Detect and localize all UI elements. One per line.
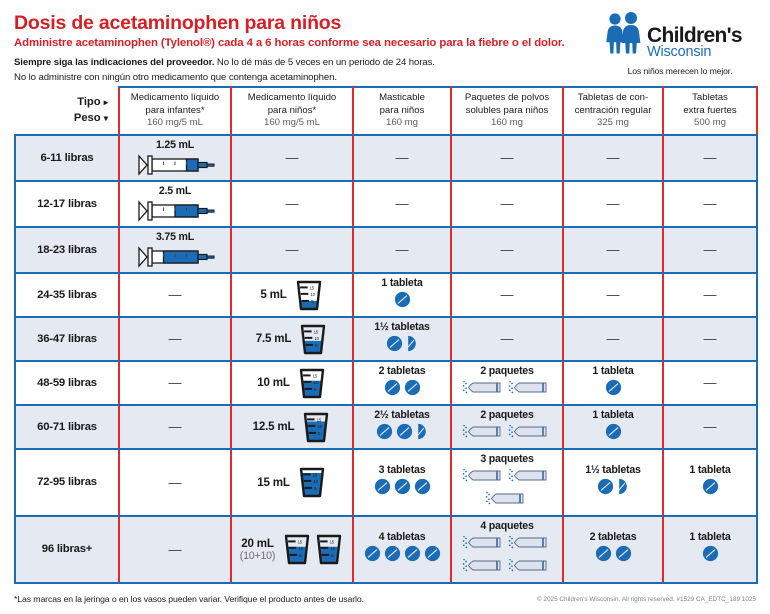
note-rest: No lo dé más de 5 veces en un periodo de 24 horas. — [214, 56, 435, 68]
dose-cell-powder — [451, 361, 563, 405]
tablet-icon — [394, 478, 411, 500]
tablet-icon — [702, 545, 719, 567]
dosing-note-interaction: No lo administre con ningún otro medicamento que contenga acetaminophen. — [14, 71, 337, 83]
table-row — [15, 449, 757, 516]
tablet-icon — [595, 545, 612, 567]
dose-cell-extra — [663, 317, 757, 361]
dose-amount-label: 1.25 mL — [155, 138, 195, 151]
logo-tagline: Los niños merecen lo mejor. — [627, 66, 733, 76]
dosing-cup-icon — [298, 322, 328, 356]
dose-amount-label: 1 tableta — [689, 464, 731, 477]
half-tablet-icon — [416, 423, 428, 445]
dose-cell-regular — [563, 516, 663, 583]
svg-text:10: 10 — [330, 546, 336, 552]
column-header-0 — [119, 87, 231, 135]
svg-text:15: 15 — [309, 285, 314, 291]
dose-cell-powder — [451, 181, 563, 227]
dosing-table — [14, 86, 758, 584]
note-bold-lead: Siempre siga las indicaciones del proveedor. — [14, 56, 215, 68]
no-dose-dash: — — [285, 150, 299, 166]
svg-text:5: 5 — [299, 553, 302, 559]
tablet-icon — [414, 478, 431, 500]
dose-amount-label: 2 tabletas — [378, 364, 426, 377]
svg-text:10: 10 — [317, 423, 323, 429]
no-dose-dash: — — [500, 150, 514, 166]
column-header-2 — [353, 87, 451, 135]
no-dose-dash: — — [395, 242, 409, 258]
axis-label-type: Tipo — [77, 96, 101, 109]
column-header-line1: Tabletas de con- — [577, 92, 649, 103]
column-header-strength: 500 mg — [694, 117, 726, 129]
weight-range-cell — [15, 516, 119, 583]
weight-range-cell — [15, 227, 119, 273]
no-dose-dash: — — [606, 287, 620, 303]
table-header — [15, 87, 757, 135]
dose-amount-label: 2 paquetes — [480, 408, 534, 421]
dose-cell-infant — [119, 449, 231, 516]
table-row — [15, 361, 757, 405]
dose-amount-label: 10 mL — [257, 376, 290, 390]
column-header-strength: 325 mg — [597, 117, 629, 129]
dose-cell-child — [231, 317, 353, 361]
column-header-line2: para niños* — [267, 104, 317, 116]
dose-amount-label: 5 mL — [260, 288, 287, 302]
dose-cell-regular — [563, 273, 663, 317]
svg-text:15: 15 — [312, 373, 318, 379]
dose-cell-child — [231, 135, 353, 181]
logo-name-primary: Children's — [647, 24, 742, 47]
syringe-icon — [136, 153, 214, 177]
dose-cell-regular — [563, 181, 663, 227]
dosing-cup-icon — [297, 366, 327, 400]
weight-range-label: 12-17 libras — [37, 197, 97, 210]
dose-cell-chew — [353, 317, 451, 361]
dose-cell-extra — [663, 516, 757, 583]
no-dose-dash: — — [168, 419, 182, 435]
children-figures-icon — [604, 12, 644, 59]
weight-range-label: 60-71 libras — [37, 420, 97, 433]
dose-amount-label: 3.75 mL — [155, 230, 195, 243]
column-header-strength: 160 mg/5 mL — [147, 117, 203, 129]
table-body — [15, 135, 757, 583]
no-dose-dash: — — [168, 287, 182, 303]
dose-cell-powder — [451, 227, 563, 273]
tablet-icon — [404, 545, 421, 567]
weight-range-cell — [15, 273, 119, 317]
svg-text:5: 5 — [331, 553, 334, 559]
no-dose-dash: — — [395, 196, 409, 212]
dose-cell-chew — [353, 135, 451, 181]
weight-range-label: 96 libras+ — [41, 543, 93, 556]
half-tablet-icon — [406, 335, 418, 357]
dose-cell-infant — [119, 317, 231, 361]
dose-amount-label: 4 tabletas — [378, 531, 426, 544]
table-row — [15, 405, 757, 449]
dose-amount-label: 3 paquetes — [480, 452, 534, 465]
no-dose-dash: — — [606, 242, 620, 258]
weight-range-label: 36-47 libras — [37, 332, 97, 345]
tablet-icon — [384, 545, 401, 567]
table-row — [15, 516, 757, 583]
weight-range-cell — [15, 181, 119, 227]
dosing-cup-icon — [282, 532, 312, 566]
no-dose-dash: — — [395, 150, 409, 166]
table-corner-axis-labels — [15, 87, 119, 135]
tablet-icon — [394, 291, 411, 313]
weight-range-cell — [15, 135, 119, 181]
tablet-icon — [404, 379, 421, 401]
tablet-icon — [615, 545, 632, 567]
page-subtitle: Administre acetaminophen (Tylenol®) cada 4 a 6 horas conforme sea necesario para la fiebre o el dolor. — [14, 37, 565, 50]
dose-cell-regular — [563, 449, 663, 516]
weight-range-cell — [15, 449, 119, 516]
footnote-markings: *Las marcas en la jeringa o en los vasos pueden variar. Verifique el producto antes de usarlo. — [14, 593, 364, 604]
tablet-icon — [384, 379, 401, 401]
dose-cell-powder — [451, 449, 563, 516]
no-dose-dash: — — [285, 242, 299, 258]
no-dose-dash: — — [703, 375, 717, 391]
no-dose-dash: — — [703, 419, 717, 435]
no-dose-dash: — — [703, 242, 717, 258]
powder-packet-icon — [508, 379, 553, 401]
dose-cell-regular — [563, 405, 663, 449]
dose-cell-powder — [451, 273, 563, 317]
svg-text:10: 10 — [309, 291, 315, 297]
no-dose-dash: — — [500, 331, 514, 347]
no-dose-dash: — — [500, 242, 514, 258]
column-header-3 — [451, 87, 563, 135]
column-header-5 — [663, 87, 757, 135]
dose-cell-child — [231, 227, 353, 273]
svg-text:5: 5 — [313, 486, 317, 492]
dose-cell-regular — [563, 317, 663, 361]
dose-cell-chew — [353, 361, 451, 405]
no-dose-dash: — — [168, 375, 182, 391]
dose-amount-sublabel: (10+10) — [239, 549, 276, 562]
svg-text:10: 10 — [313, 479, 318, 485]
column-header-line1: Tabletas — [692, 92, 728, 103]
no-dose-dash: — — [703, 150, 717, 166]
weight-range-cell — [15, 361, 119, 405]
svg-text:10: 10 — [298, 546, 304, 552]
column-header-line2: extra fuertes — [683, 104, 737, 116]
table-row — [15, 317, 757, 361]
dose-cell-infant — [119, 273, 231, 317]
page-title: Dosis de acetaminophen para niños — [14, 12, 342, 34]
dose-cell-powder — [451, 516, 563, 583]
svg-text:15: 15 — [312, 472, 318, 478]
dose-cell-infant — [119, 516, 231, 583]
dose-cell-infant — [119, 135, 231, 181]
syringe-icon — [136, 245, 214, 269]
dose-cell-extra — [663, 181, 757, 227]
dose-cell-extra — [663, 227, 757, 273]
no-dose-dash: — — [500, 287, 514, 303]
powder-packet-icon — [462, 534, 507, 556]
dose-cell-chew — [353, 449, 451, 516]
dose-amount-label: 1 tableta — [592, 364, 634, 377]
no-dose-dash: — — [606, 196, 620, 212]
no-dose-dash: — — [606, 150, 620, 166]
column-header-strength: 160 mg — [386, 117, 418, 129]
svg-text:5: 5 — [313, 386, 317, 392]
weight-range-cell — [15, 405, 119, 449]
powder-packet-icon — [508, 423, 553, 445]
powder-packet-icon — [508, 534, 553, 556]
no-dose-dash: — — [606, 331, 620, 347]
weight-range-label: 18-23 libras — [37, 243, 97, 256]
page-footer — [14, 590, 756, 614]
table-row — [15, 227, 757, 273]
column-header-strength: 160 mg/5 mL — [264, 117, 320, 129]
dose-amount-label: 1 tableta — [592, 408, 634, 421]
tablet-icon — [424, 545, 441, 567]
column-header-strength: 160 mg — [491, 117, 523, 129]
svg-text:15: 15 — [329, 539, 335, 545]
dose-cell-infant — [119, 405, 231, 449]
dose-amount-label: 1 tableta — [689, 531, 731, 544]
dose-cell-extra — [663, 405, 757, 449]
weight-range-cell — [15, 317, 119, 361]
dose-cell-child — [231, 273, 353, 317]
dose-amount-label: 2½ tabletas — [374, 408, 430, 421]
table-row — [15, 135, 757, 181]
tablet-icon — [605, 423, 622, 445]
dose-amount-label: 1 tableta — [381, 276, 423, 289]
dose-cell-powder — [451, 135, 563, 181]
column-header-line2: solubles para niños — [465, 104, 549, 116]
svg-text:15: 15 — [316, 417, 322, 423]
dose-cell-chew — [353, 405, 451, 449]
dose-cell-child — [231, 361, 353, 405]
svg-text:5: 5 — [310, 298, 314, 304]
brand-logo — [604, 12, 756, 76]
dose-amount-label: 20 mL — [241, 536, 274, 550]
tablet-icon — [605, 379, 622, 401]
column-header-4 — [563, 87, 663, 135]
dose-amount-label: 2 paquetes — [480, 364, 534, 377]
dose-cell-regular — [563, 361, 663, 405]
svg-text:10: 10 — [314, 335, 320, 341]
svg-text:15: 15 — [297, 539, 303, 545]
dose-cell-extra — [663, 449, 757, 516]
dosing-cup-icon — [294, 278, 324, 312]
tablet-icon — [597, 478, 614, 500]
dosing-cup-icon — [301, 410, 331, 444]
dose-amount-label: 15 mL — [257, 475, 290, 489]
weight-range-label: 72-95 libras — [37, 476, 97, 489]
dosing-cup-icon — [314, 532, 344, 566]
syringe-icon — [136, 199, 214, 223]
dose-cell-regular — [563, 227, 663, 273]
powder-packet-icon — [462, 467, 507, 489]
powder-packet-icon — [508, 557, 553, 579]
table-row — [15, 273, 757, 317]
weight-arrow-icon: ▾ — [103, 113, 108, 124]
type-arrow-icon: ▸ — [103, 97, 108, 108]
no-dose-dash: — — [168, 331, 182, 347]
column-header-line1: Paquetes de polvos — [464, 92, 550, 103]
page-header — [14, 10, 756, 86]
column-header-line1: Medicamento líquido — [130, 92, 220, 103]
column-header-1 — [231, 87, 353, 135]
dose-cell-regular — [563, 135, 663, 181]
powder-packet-icon — [485, 490, 530, 512]
powder-packet-icon — [462, 423, 507, 445]
dose-cell-extra — [663, 361, 757, 405]
table-row — [15, 181, 757, 227]
dose-cell-powder — [451, 317, 563, 361]
dose-cell-child — [231, 181, 353, 227]
dose-cell-chew — [353, 516, 451, 583]
dose-amount-label: 2.5 mL — [158, 184, 192, 197]
column-header-line2: centración regular — [574, 104, 652, 116]
dose-amount-label: 4 paquetes — [480, 519, 534, 532]
no-dose-dash: — — [168, 541, 182, 557]
dose-cell-chew — [353, 227, 451, 273]
dose-cell-infant — [119, 181, 231, 227]
powder-packet-icon — [462, 557, 507, 579]
no-dose-dash: — — [500, 196, 514, 212]
dose-cell-chew — [353, 181, 451, 227]
tablet-icon — [396, 423, 413, 445]
dose-amount-label: 1½ tabletas — [585, 464, 641, 477]
dose-cell-infant — [119, 227, 231, 273]
dose-amount-label: 7.5 mL — [255, 332, 292, 346]
dose-amount-label: 2 tabletas — [589, 531, 637, 544]
no-dose-dash: — — [703, 331, 717, 347]
dose-cell-infant — [119, 361, 231, 405]
powder-packet-icon — [508, 467, 553, 489]
weight-range-label: 48-59 libras — [37, 376, 97, 389]
tablet-icon — [364, 545, 381, 567]
dose-cell-chew — [353, 273, 451, 317]
weight-range-label: 6-11 libras — [40, 151, 94, 164]
svg-text:5: 5 — [315, 342, 318, 348]
tablet-icon — [702, 478, 719, 500]
tablet-icon — [376, 423, 393, 445]
no-dose-dash: — — [703, 287, 717, 303]
weight-range-label: 24-35 libras — [37, 288, 97, 301]
dose-cell-child — [231, 516, 353, 583]
svg-text:15: 15 — [313, 329, 319, 335]
half-tablet-icon — [617, 478, 629, 500]
svg-text:10: 10 — [313, 379, 318, 385]
column-header-line2: para niños — [379, 104, 425, 116]
no-dose-dash: — — [168, 474, 182, 490]
no-dose-dash: — — [285, 196, 299, 212]
dose-cell-child — [231, 405, 353, 449]
dose-amount-label: 3 tabletas — [378, 464, 426, 477]
dosing-cup-icon — [297, 465, 327, 499]
dose-cell-child — [231, 449, 353, 516]
dose-cell-extra — [663, 273, 757, 317]
copyright-line: © 2025 Children's Wisconsin. All rights reserved. #1529 CA_EDTC_189 1025 — [536, 595, 756, 603]
tablet-icon — [386, 335, 403, 357]
dose-amount-label: 1½ tabletas — [374, 320, 430, 333]
column-header-line2: para infantes* — [145, 104, 205, 116]
axis-label-weight: Peso — [73, 112, 101, 125]
dosing-table-wrapper — [14, 86, 756, 584]
powder-packet-icon — [462, 379, 507, 401]
svg-text:5: 5 — [318, 430, 321, 436]
no-dose-dash: — — [703, 196, 717, 212]
column-header-line1: Masticable — [379, 92, 425, 103]
column-header-line1: Medicamento líquido — [247, 92, 337, 103]
dose-cell-extra — [663, 135, 757, 181]
dose-cell-powder — [451, 405, 563, 449]
dose-amount-label: 12.5 mL — [252, 420, 295, 434]
logo-name-secondary: Wisconsin — [647, 43, 712, 60]
tablet-icon — [374, 478, 391, 500]
